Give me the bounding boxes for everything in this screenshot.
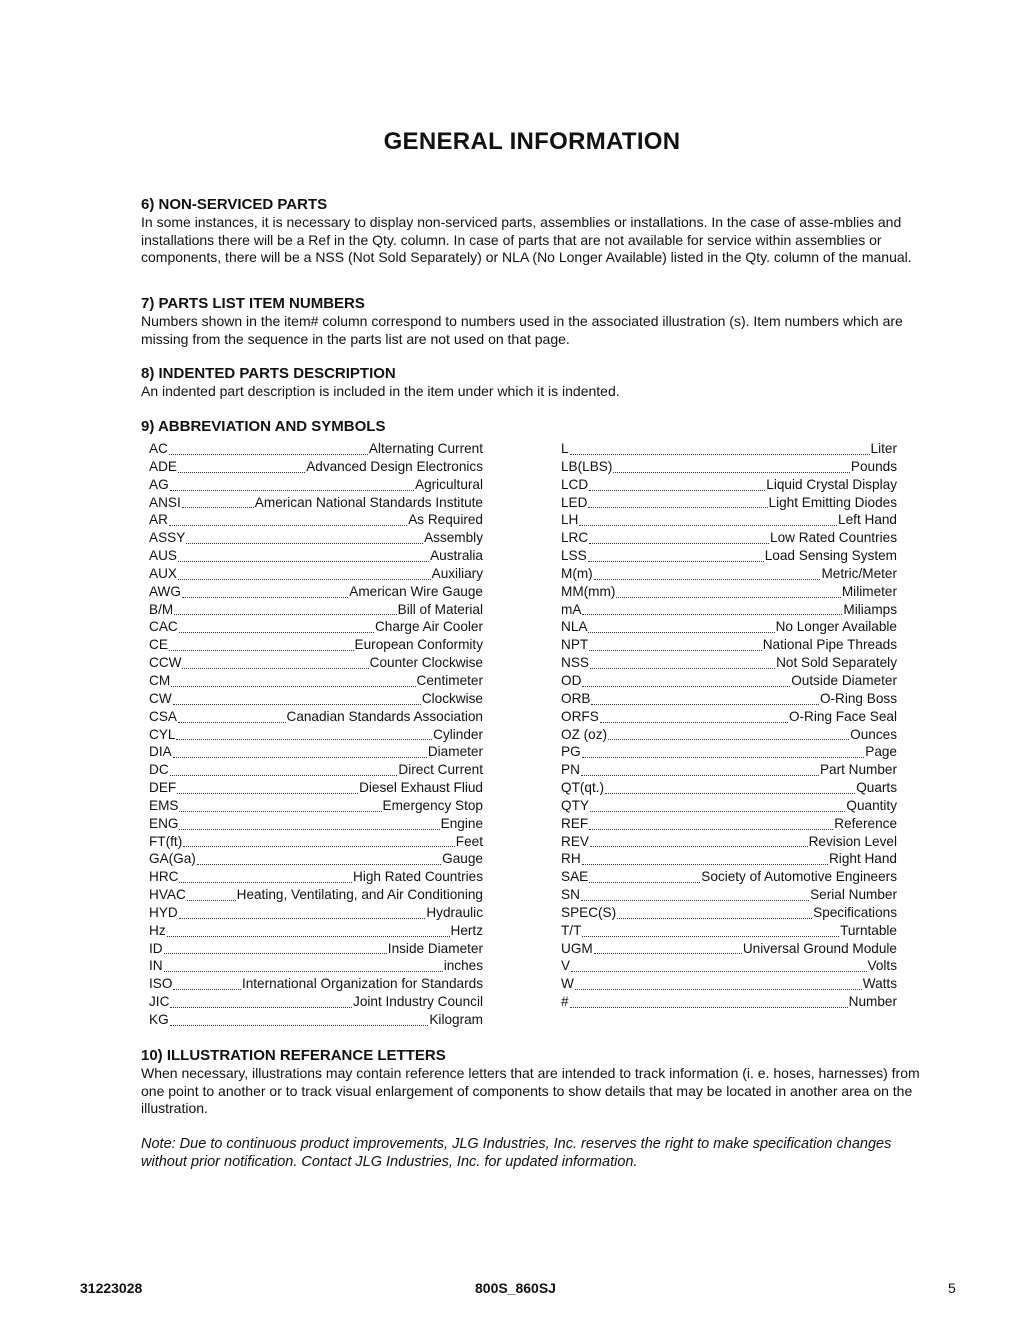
- footer-model: 800S_860SJ: [475, 1280, 556, 1296]
- dot-leader: [169, 649, 354, 651]
- dot-leader: [581, 774, 819, 776]
- dot-leader: [170, 489, 414, 491]
- dot-leader: [608, 738, 849, 740]
- abbreviation-row: [561, 619, 897, 637]
- abbreviation-meaning: Page: [865, 744, 897, 760]
- abbreviation-term: B/M: [149, 601, 174, 617]
- abbreviation-term: DEF: [149, 780, 177, 796]
- abbreviation-row: [149, 834, 483, 852]
- abbreviation-meaning: Bill of Material: [397, 601, 483, 617]
- abbreviation-meaning: Turntable: [840, 922, 897, 938]
- dot-leader: [177, 792, 358, 794]
- dot-leader: [164, 952, 387, 954]
- abbreviation-row: [149, 976, 483, 994]
- dot-leader: [570, 453, 870, 455]
- abbreviation-term: CE: [149, 637, 168, 653]
- dot-leader: [589, 828, 833, 830]
- dot-leader: [187, 899, 236, 901]
- abbreviation-list-right: [561, 441, 897, 1012]
- abbreviation-row: [561, 941, 897, 959]
- dot-leader: [588, 560, 764, 562]
- abbreviation-row: [561, 691, 897, 709]
- abbreviation-row: [149, 441, 483, 459]
- abbreviation-row: [149, 655, 483, 673]
- abbreviation-meaning: Not Sold Separately: [776, 655, 897, 671]
- abbreviation-term: SAE: [561, 869, 589, 885]
- dot-leader: [179, 631, 374, 633]
- abbreviation-term: CCW: [149, 655, 182, 671]
- dot-leader: [589, 489, 765, 491]
- abbreviation-meaning: Reference: [834, 815, 897, 831]
- abbreviation-term: LRC: [561, 530, 589, 546]
- abbreviation-meaning: Ounces: [850, 726, 897, 742]
- dot-leader: [179, 881, 352, 883]
- abbreviation-meaning: Charge Air Cooler: [374, 619, 483, 635]
- dot-leader: [179, 810, 381, 812]
- abbreviation-term: LCD: [561, 476, 589, 492]
- abbreviation-row: [561, 976, 897, 994]
- abbreviation-term: CAC: [149, 619, 178, 635]
- abbreviation-meaning: No Longer Available: [775, 619, 897, 635]
- abbreviation-row: [149, 691, 483, 709]
- section-body: In some instances, it is necessary to display non-serviced parts, assemblies or installations. In the case of asse-mblies and installations there will be a Ref in the Qty. column. In case of parts that are not available for service within assemblies or components, there will be a NSS (Not Sold Separately) or NLA (No Longer Available) listed in the Qty. column of the manual.: [141, 214, 912, 265]
- abbreviation-term: W: [561, 976, 574, 992]
- abbreviation-row: [149, 1012, 483, 1030]
- dot-leader: [613, 471, 850, 473]
- abbreviation-meaning: Cylinder: [433, 726, 483, 742]
- abbreviation-term: V: [561, 958, 571, 974]
- dot-leader: [616, 596, 841, 598]
- abbreviation-term: ID: [149, 940, 163, 956]
- abbreviation-term: CW: [149, 690, 172, 706]
- abbreviation-meaning: Gauge: [442, 851, 483, 867]
- abbreviation-row: [149, 905, 483, 923]
- abbreviation-row: [149, 512, 483, 530]
- abbreviation-meaning: Miliamps: [843, 601, 897, 617]
- abbreviation-term: HYD: [149, 904, 178, 920]
- abbreviation-row: [561, 834, 897, 852]
- abbreviation-row: [561, 887, 897, 905]
- abbreviation-term: ANSI: [149, 494, 181, 510]
- abbreviation-meaning: Left Hand: [838, 512, 897, 528]
- abbreviation-row: [561, 780, 897, 798]
- abbreviation-term: HRC: [149, 869, 179, 885]
- abbreviation-meaning: Feet: [455, 833, 483, 849]
- abbreviation-term: REF: [561, 815, 589, 831]
- abbreviation-term: PN: [561, 762, 580, 778]
- abbreviation-row: [561, 530, 897, 548]
- dot-leader: [617, 917, 812, 919]
- dot-leader: [570, 1006, 848, 1008]
- section-abbreviations-heading: [141, 417, 921, 436]
- abbreviation-term: GA(Ga): [149, 851, 196, 867]
- abbreviation-row: [149, 637, 483, 655]
- dot-leader: [582, 756, 865, 758]
- dot-leader: [169, 453, 368, 455]
- section-heading: 10) ILLUSTRATION REFERANCE LETTERS: [141, 1047, 446, 1064]
- abbreviation-meaning: Diesel Exhaust Fliud: [359, 780, 483, 796]
- note-text: Note: Due to continuous product improvements, JLG Industries, Inc. reserves the right to make specification changes without prior notification. Contact JLG Industries, Inc. for updated information.: [141, 1136, 892, 1170]
- dot-leader: [582, 685, 790, 687]
- abbreviation-meaning: Agricultural: [415, 476, 483, 492]
- abbreviation-meaning: Load Sensing System: [764, 548, 897, 564]
- section-illustration-reference-letters: [141, 1046, 921, 1118]
- abbreviation-meaning: Centimeter: [416, 672, 483, 688]
- abbreviation-row: [149, 459, 483, 477]
- abbreviation-term: L: [561, 441, 569, 456]
- abbreviation-term: HVAC: [149, 887, 186, 903]
- abbreviation-row: [561, 673, 897, 691]
- dot-leader: [582, 935, 839, 937]
- abbreviation-row: [149, 851, 483, 869]
- dot-leader: [169, 524, 407, 526]
- abbreviation-term: LED: [561, 494, 588, 510]
- abbreviation-meaning: Universal Ground Module: [742, 940, 897, 956]
- abbreviation-term: ASSY: [149, 530, 186, 546]
- abbreviation-meaning: Pounds: [850, 458, 897, 474]
- abbreviation-term: ENG: [149, 815, 179, 831]
- abbreviation-meaning: Serial Number: [810, 887, 897, 903]
- abbreviation-row: [561, 441, 897, 459]
- abbreviation-term: UGM: [561, 940, 593, 956]
- abbreviation-meaning: As Required: [408, 512, 483, 528]
- abbreviation-term: #: [561, 994, 569, 1010]
- abbreviation-row: [149, 941, 483, 959]
- abbreviation-meaning: Inside Diameter: [387, 940, 483, 956]
- section-heading: 6) NON-SERVICED PARTS: [141, 196, 328, 213]
- dot-leader: [170, 1024, 429, 1026]
- abbreviation-term: ORFS: [561, 708, 599, 724]
- abbreviation-term: FT(ft): [149, 833, 183, 849]
- abbreviation-meaning: Heating, Ventilating, and Air Conditioning: [236, 887, 483, 903]
- abbreviation-row: [149, 923, 483, 941]
- dot-leader: [579, 524, 837, 526]
- abbreviation-row: [561, 727, 897, 745]
- dot-leader: [589, 542, 769, 544]
- abbreviation-row: [561, 602, 897, 620]
- abbreviation-row: [561, 923, 897, 941]
- abbreviation-meaning: Hertz: [450, 922, 483, 938]
- abbreviation-row: [561, 798, 897, 816]
- abbreviation-row: [149, 530, 483, 548]
- abbreviation-row: [149, 584, 483, 602]
- section-non-serviced-parts: [141, 195, 921, 267]
- abbreviation-meaning: Kilogram: [429, 1012, 483, 1027]
- footer-page-number: 5: [948, 1280, 956, 1296]
- abbreviation-row: [149, 780, 483, 798]
- abbreviation-term: AG: [149, 476, 169, 492]
- abbreviation-row: [561, 762, 897, 780]
- dot-leader: [174, 613, 396, 615]
- dot-leader: [590, 667, 775, 669]
- abbreviation-term: IN: [149, 958, 163, 974]
- abbreviation-row: [149, 744, 483, 762]
- abbreviation-row: [149, 548, 483, 566]
- abbreviation-meaning: Clockwise: [421, 690, 483, 706]
- abbreviation-meaning: O-Ring Face Seal: [788, 708, 897, 724]
- dot-leader: [582, 863, 828, 865]
- abbreviation-row: [561, 495, 897, 513]
- dot-leader: [173, 703, 421, 705]
- abbreviation-term: MM(mm): [561, 583, 616, 599]
- abbreviation-term: CYL: [149, 726, 176, 742]
- abbreviation-row: [149, 958, 483, 976]
- section-heading: 9) ABBREVIATION AND SYMBOLS: [141, 418, 386, 435]
- abbreviation-row: [561, 566, 897, 584]
- abbreviation-row: [561, 816, 897, 834]
- dot-leader: [183, 845, 455, 847]
- abbreviation-row: [149, 762, 483, 780]
- abbreviation-term: QTY: [561, 797, 589, 813]
- dot-leader: [178, 471, 305, 473]
- abbreviation-row: [561, 744, 897, 762]
- abbreviation-meaning: Liter: [870, 441, 897, 456]
- abbreviation-list-left: [149, 441, 483, 1030]
- abbreviation-term: RH: [561, 851, 581, 867]
- dot-leader: [588, 506, 767, 508]
- section-indented-parts-description: [141, 364, 921, 401]
- abbreviation-meaning: National Pipe Threads: [762, 637, 897, 653]
- abbreviation-term: AUS: [149, 548, 177, 564]
- abbreviation-meaning: Revision Level: [808, 833, 897, 849]
- abbreviation-meaning: Quantity: [846, 797, 897, 813]
- dot-leader: [170, 774, 398, 776]
- abbreviation-term: JIC: [149, 994, 170, 1010]
- abbreviation-meaning: European Conformity: [354, 637, 483, 653]
- dot-leader: [173, 756, 427, 758]
- abbreviation-term: CSA: [149, 708, 177, 724]
- dot-leader: [589, 881, 700, 883]
- abbreviation-meaning: Counter Clockwise: [369, 655, 483, 671]
- dot-leader: [590, 810, 845, 812]
- dot-leader: [170, 1006, 352, 1008]
- abbreviation-meaning: Hydraulic: [426, 904, 483, 920]
- dot-leader: [594, 952, 742, 954]
- abbreviation-meaning: Advanced Design Electronics: [306, 458, 483, 474]
- abbreviation-row: [561, 655, 897, 673]
- abbreviation-term: T/T: [561, 922, 582, 938]
- abbreviation-row: [149, 887, 483, 905]
- abbreviation-term: AR: [149, 512, 168, 528]
- abbreviation-meaning: Liquid Crystal Display: [766, 476, 897, 492]
- abbreviation-term: OD: [561, 672, 582, 688]
- section-body: An indented part description is included in the item under which it is indented.: [141, 383, 620, 399]
- dot-leader: [588, 631, 774, 633]
- abbreviation-row: [149, 619, 483, 637]
- dot-leader: [186, 542, 423, 544]
- dot-leader: [178, 721, 286, 723]
- abbreviation-row: [561, 637, 897, 655]
- dot-leader: [589, 649, 762, 651]
- abbreviation-row: [149, 798, 483, 816]
- dot-leader: [167, 935, 450, 937]
- dot-leader: [182, 596, 348, 598]
- abbreviation-meaning: High Rated Countries: [353, 869, 483, 885]
- abbreviation-meaning: Direct Current: [398, 762, 483, 778]
- abbreviation-row: [561, 905, 897, 923]
- abbreviation-row: [149, 816, 483, 834]
- dot-leader: [571, 970, 866, 972]
- abbreviation-term: EMS: [149, 797, 179, 813]
- section-heading: 7) PARTS LIST ITEM NUMBERS: [141, 295, 365, 312]
- abbreviation-row: [149, 727, 483, 745]
- dot-leader: [600, 721, 788, 723]
- abbreviation-term: SPEC(S): [561, 904, 617, 920]
- abbreviation-meaning: Engine: [440, 815, 483, 831]
- abbreviation-row: [561, 851, 897, 869]
- abbreviation-meaning: Low Rated Countries: [770, 530, 897, 546]
- abbreviation-row: [561, 869, 897, 887]
- abbreviation-term: mA: [561, 601, 582, 617]
- abbreviation-meaning: Society of Automotive Engineers: [701, 869, 897, 885]
- abbreviation-term: DIA: [149, 744, 172, 760]
- abbreviation-row: [561, 548, 897, 566]
- abbreviation-term: Hz: [149, 922, 166, 938]
- abbreviation-row: [561, 994, 897, 1012]
- abbreviation-row: [561, 477, 897, 495]
- abbreviation-meaning: International Organization for Standards: [241, 976, 483, 992]
- abbreviation-term: AUX: [149, 565, 177, 581]
- abbreviation-meaning: American Wire Gauge: [349, 583, 483, 599]
- dot-leader: [178, 578, 431, 580]
- dot-leader: [179, 828, 439, 830]
- dot-leader: [171, 685, 415, 687]
- abbreviation-row: [149, 495, 483, 513]
- abbreviation-term: M(m): [561, 565, 593, 581]
- abbreviation-term: KG: [149, 1012, 169, 1027]
- abbreviation-meaning: inches: [443, 958, 483, 974]
- abbreviation-row: [149, 869, 483, 887]
- abbreviation-row: [561, 512, 897, 530]
- abbreviation-meaning: Part Number: [819, 762, 897, 778]
- dot-leader: [582, 613, 842, 615]
- abbreviation-meaning: Canadian Standards Association: [286, 708, 483, 724]
- abbreviation-term: ORB: [561, 690, 591, 706]
- dot-leader: [605, 792, 855, 794]
- abbreviation-term: AWG: [149, 583, 181, 599]
- abbreviation-row: [149, 602, 483, 620]
- abbreviation-row: [561, 958, 897, 976]
- abbreviation-term: LH: [561, 512, 579, 528]
- abbreviation-meaning: Specifications: [813, 904, 897, 920]
- abbreviation-meaning: Emergency Stop: [382, 797, 483, 813]
- abbreviation-term: QT(qt.): [561, 780, 605, 796]
- abbreviation-meaning: Number: [848, 994, 897, 1010]
- abbreviation-row: [149, 709, 483, 727]
- abbreviation-meaning: Volts: [867, 958, 897, 974]
- dot-leader: [176, 738, 432, 740]
- abbreviation-row: [561, 709, 897, 727]
- abbreviation-term: NPT: [561, 637, 589, 653]
- abbreviation-meaning: Metric/Meter: [821, 565, 897, 581]
- dot-leader: [182, 506, 254, 508]
- dot-leader: [594, 578, 821, 580]
- abbreviation-meaning: American National Standards Institute: [254, 494, 483, 510]
- abbreviation-row: [149, 566, 483, 584]
- abbreviation-row: [149, 673, 483, 691]
- section-heading: 8) INDENTED PARTS DESCRIPTION: [141, 365, 396, 382]
- abbreviation-term: NSS: [561, 655, 589, 671]
- abbreviation-term: AC: [149, 441, 168, 456]
- abbreviation-meaning: Alternating Current: [368, 441, 483, 456]
- dot-leader: [581, 899, 809, 901]
- footer-doc-number: 31223028: [80, 1280, 143, 1296]
- abbreviation-term: ISO: [149, 976, 173, 992]
- section-body: When necessary, illustrations may contain reference letters that are intended to track information (i. e. hoses, harnesses) from one point to another or to track visual enlargement of components to show details that may be located in another area on the illustration.: [141, 1065, 920, 1116]
- abbreviation-meaning: Joint Industry Council: [353, 994, 483, 1010]
- abbreviation-meaning: Outside Diameter: [791, 672, 897, 688]
- abbreviation-meaning: Quarts: [856, 780, 897, 796]
- abbreviation-meaning: O-Ring Boss: [819, 690, 897, 706]
- abbreviation-meaning: Diameter: [427, 744, 483, 760]
- abbreviation-meaning: Light Emitting Diodes: [768, 494, 897, 510]
- abbreviation-meaning: Australia: [430, 548, 483, 564]
- dot-leader: [182, 667, 368, 669]
- section-parts-list-item-numbers: [141, 294, 921, 348]
- abbreviation-term: DC: [149, 762, 169, 778]
- abbreviation-term: PG: [561, 744, 581, 760]
- abbreviation-term: SN: [561, 887, 580, 903]
- abbreviation-term: LSS: [561, 548, 587, 564]
- abbreviation-row: [149, 994, 483, 1012]
- dot-leader: [173, 988, 241, 990]
- abbreviation-term: LB(LBS): [561, 458, 613, 474]
- dot-leader: [590, 845, 808, 847]
- abbreviation-term: NLA: [561, 619, 588, 635]
- abbreviation-meaning: Right Hand: [828, 851, 897, 867]
- abbreviation-term: CM: [149, 672, 171, 688]
- abbreviation-row: [561, 584, 897, 602]
- dot-leader: [591, 703, 818, 705]
- dot-leader: [164, 970, 443, 972]
- page-title: GENERAL INFORMATION: [383, 128, 681, 155]
- abbreviation-term: REV: [561, 833, 589, 849]
- section-body: Numbers shown in the item# column correspond to numbers used in the associated illustration (s). Item numbers which are missing from the sequence in the parts list are not used on that page.: [141, 313, 903, 347]
- dot-leader: [575, 988, 862, 990]
- abbreviation-term: ADE: [149, 458, 177, 474]
- abbreviation-term: OZ (oz): [561, 726, 608, 742]
- abbreviation-meaning: Auxiliary: [431, 565, 483, 581]
- abbreviation-meaning: Milimeter: [841, 583, 897, 599]
- abbreviation-row: [149, 477, 483, 495]
- dot-leader: [178, 560, 429, 562]
- dot-leader: [197, 863, 441, 865]
- abbreviation-meaning: Watts: [862, 976, 897, 992]
- dot-leader: [179, 917, 426, 919]
- abbreviation-meaning: Assembly: [424, 530, 483, 546]
- abbreviation-row: [561, 459, 897, 477]
